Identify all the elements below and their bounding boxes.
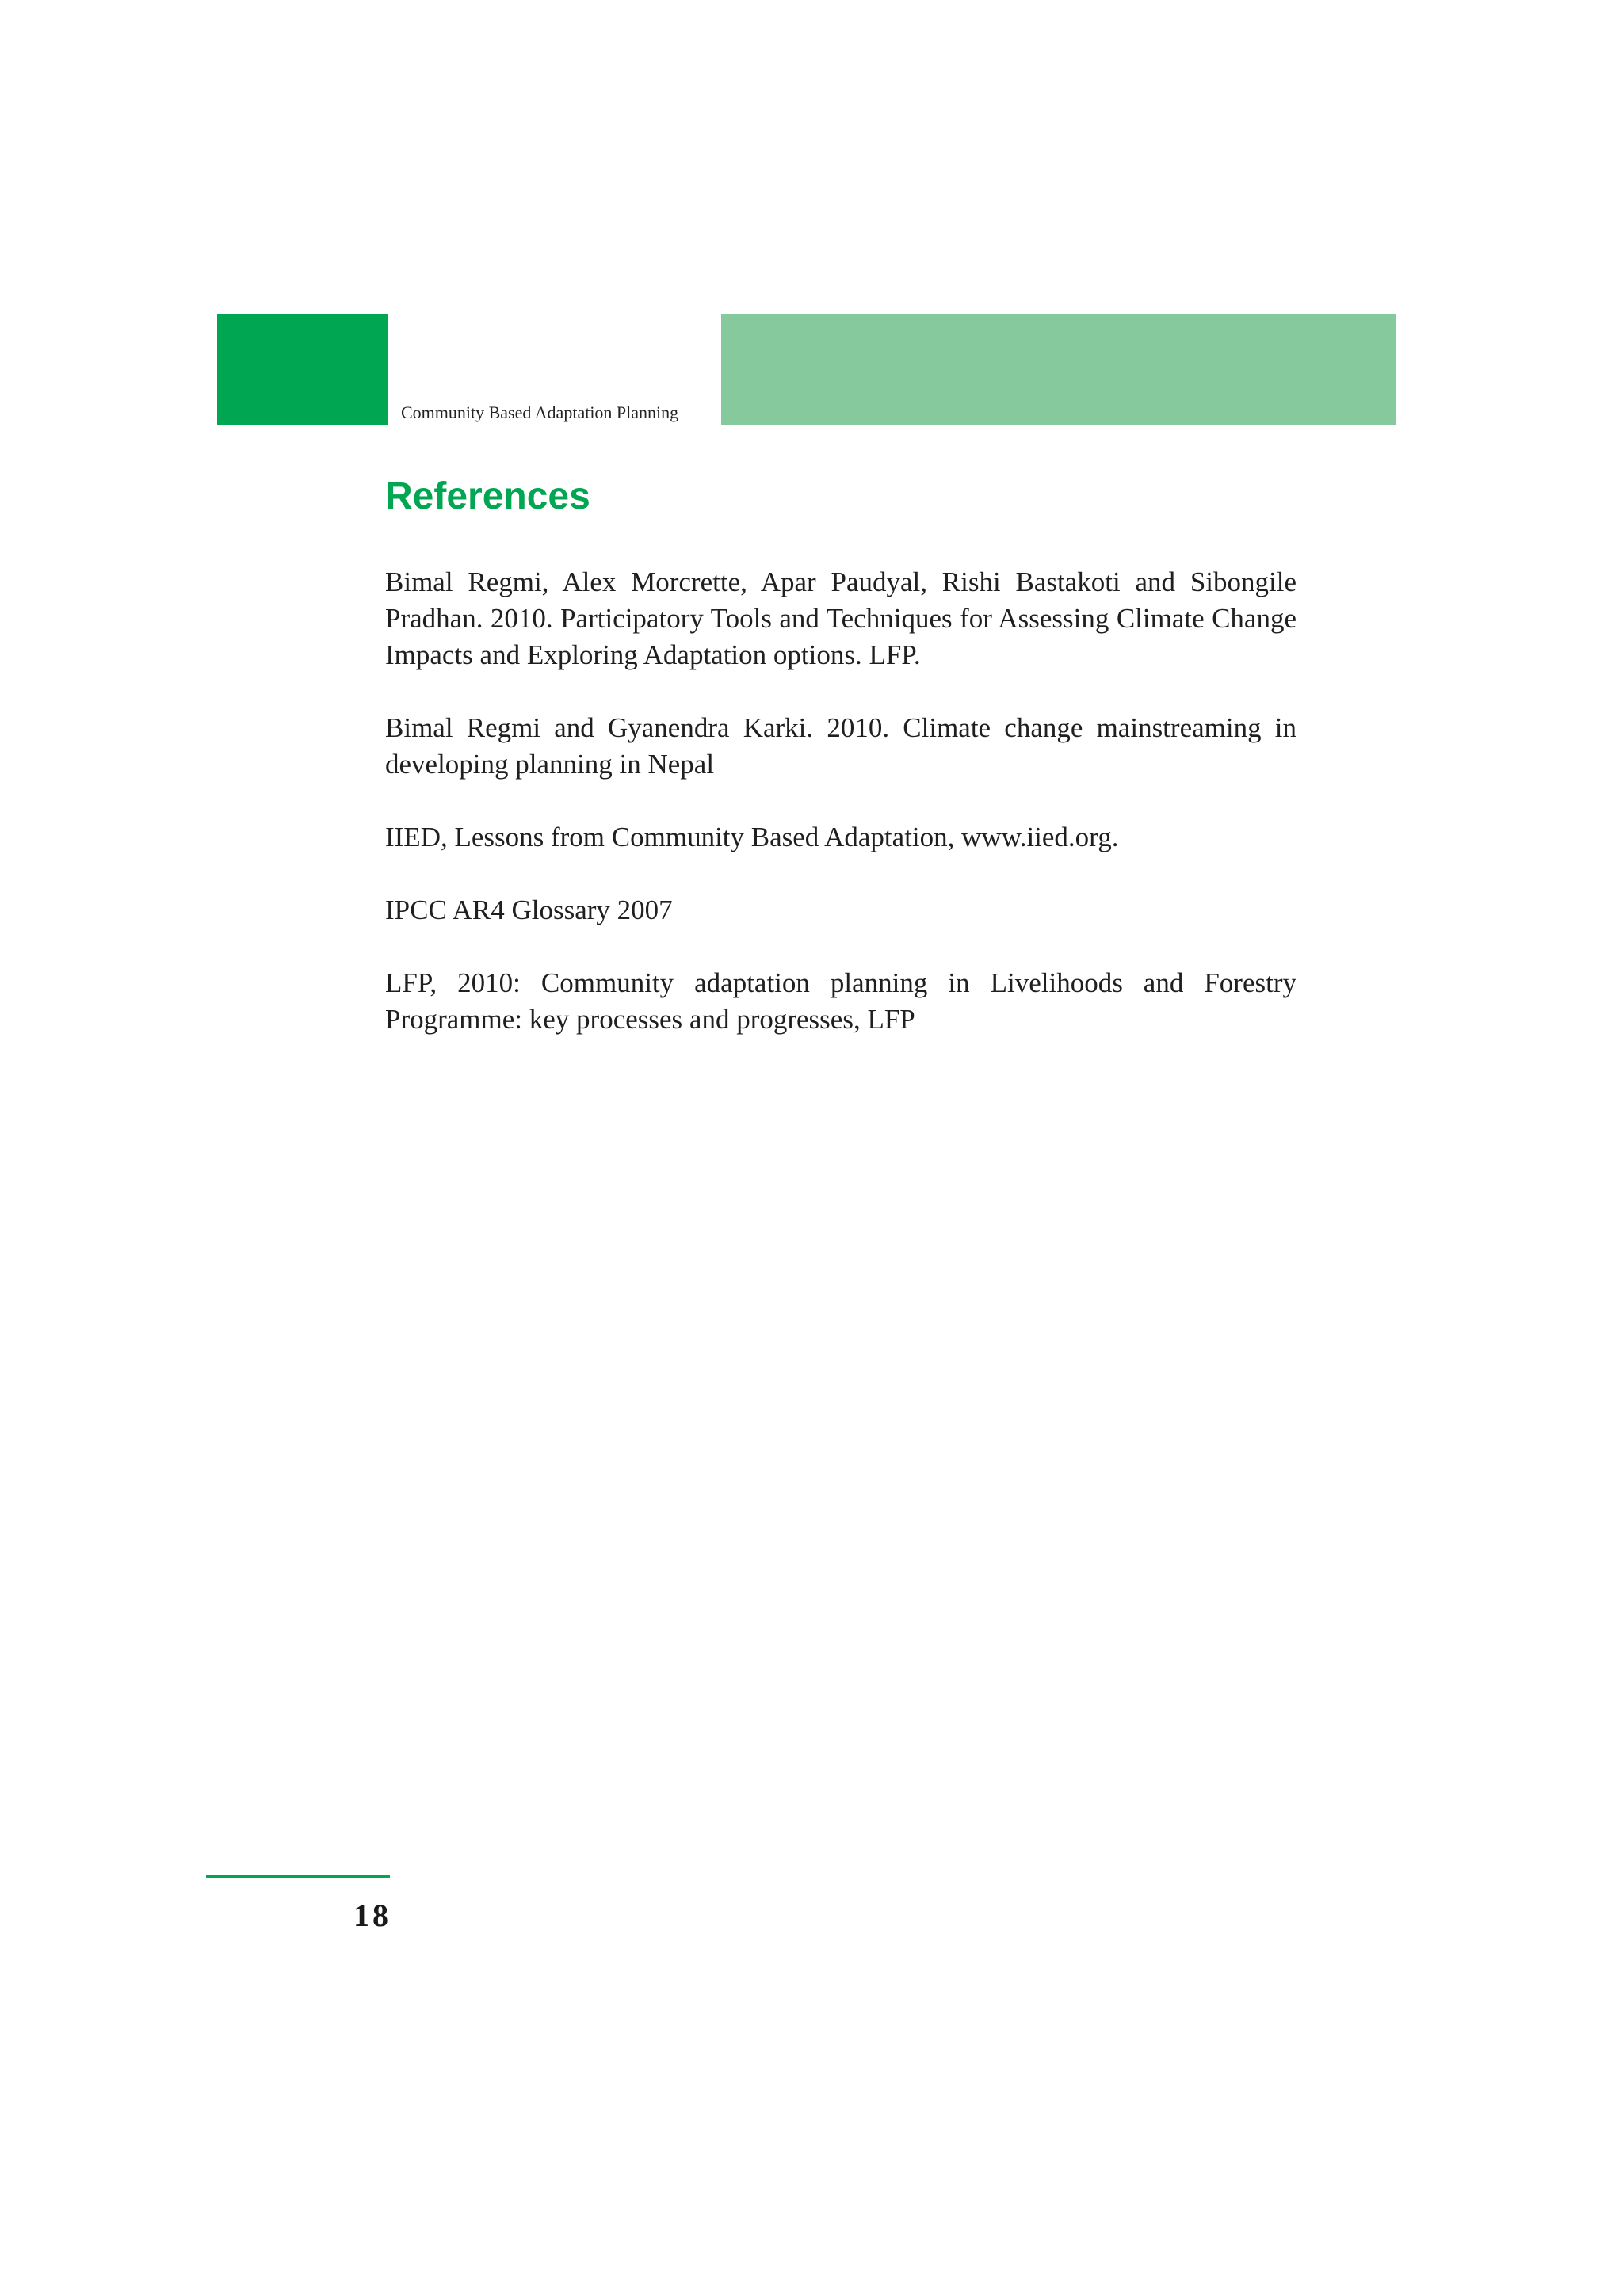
- footer-rule: [206, 1875, 390, 1878]
- reference-item: IPCC AR4 Glossary 2007: [385, 894, 673, 925]
- section-title: References: [385, 475, 590, 517]
- reference-list: [385, 564, 1296, 1074]
- reference-item: LFP, 2010: Community adaptation planning in Livelihoods and Forestry Programme: key processes and progresses, LFP: [385, 967, 1296, 1035]
- running-head: Community Based Adaptation Planning: [401, 402, 679, 422]
- header-band-light: [721, 314, 1396, 425]
- reference-item: Bimal Regmi, Alex Morcrette, Apar Paudyal, Rishi Bastakoti and Sibongile Pradhan. 2010. Participatory Tools and Techniques for Assessing Climate Change Impacts and Exploring Adaptation options. LFP.: [385, 566, 1296, 670]
- header-band-dark: [217, 314, 388, 425]
- reference-item: Bimal Regmi and Gyanendra Karki. 2010. Climate change mainstreaming in developing planning in Nepal: [385, 712, 1296, 780]
- page-number: 18: [353, 1897, 391, 1933]
- reference-item: IIED, Lessons from Community Based Adaptation, www.iied.org.: [385, 822, 1119, 852]
